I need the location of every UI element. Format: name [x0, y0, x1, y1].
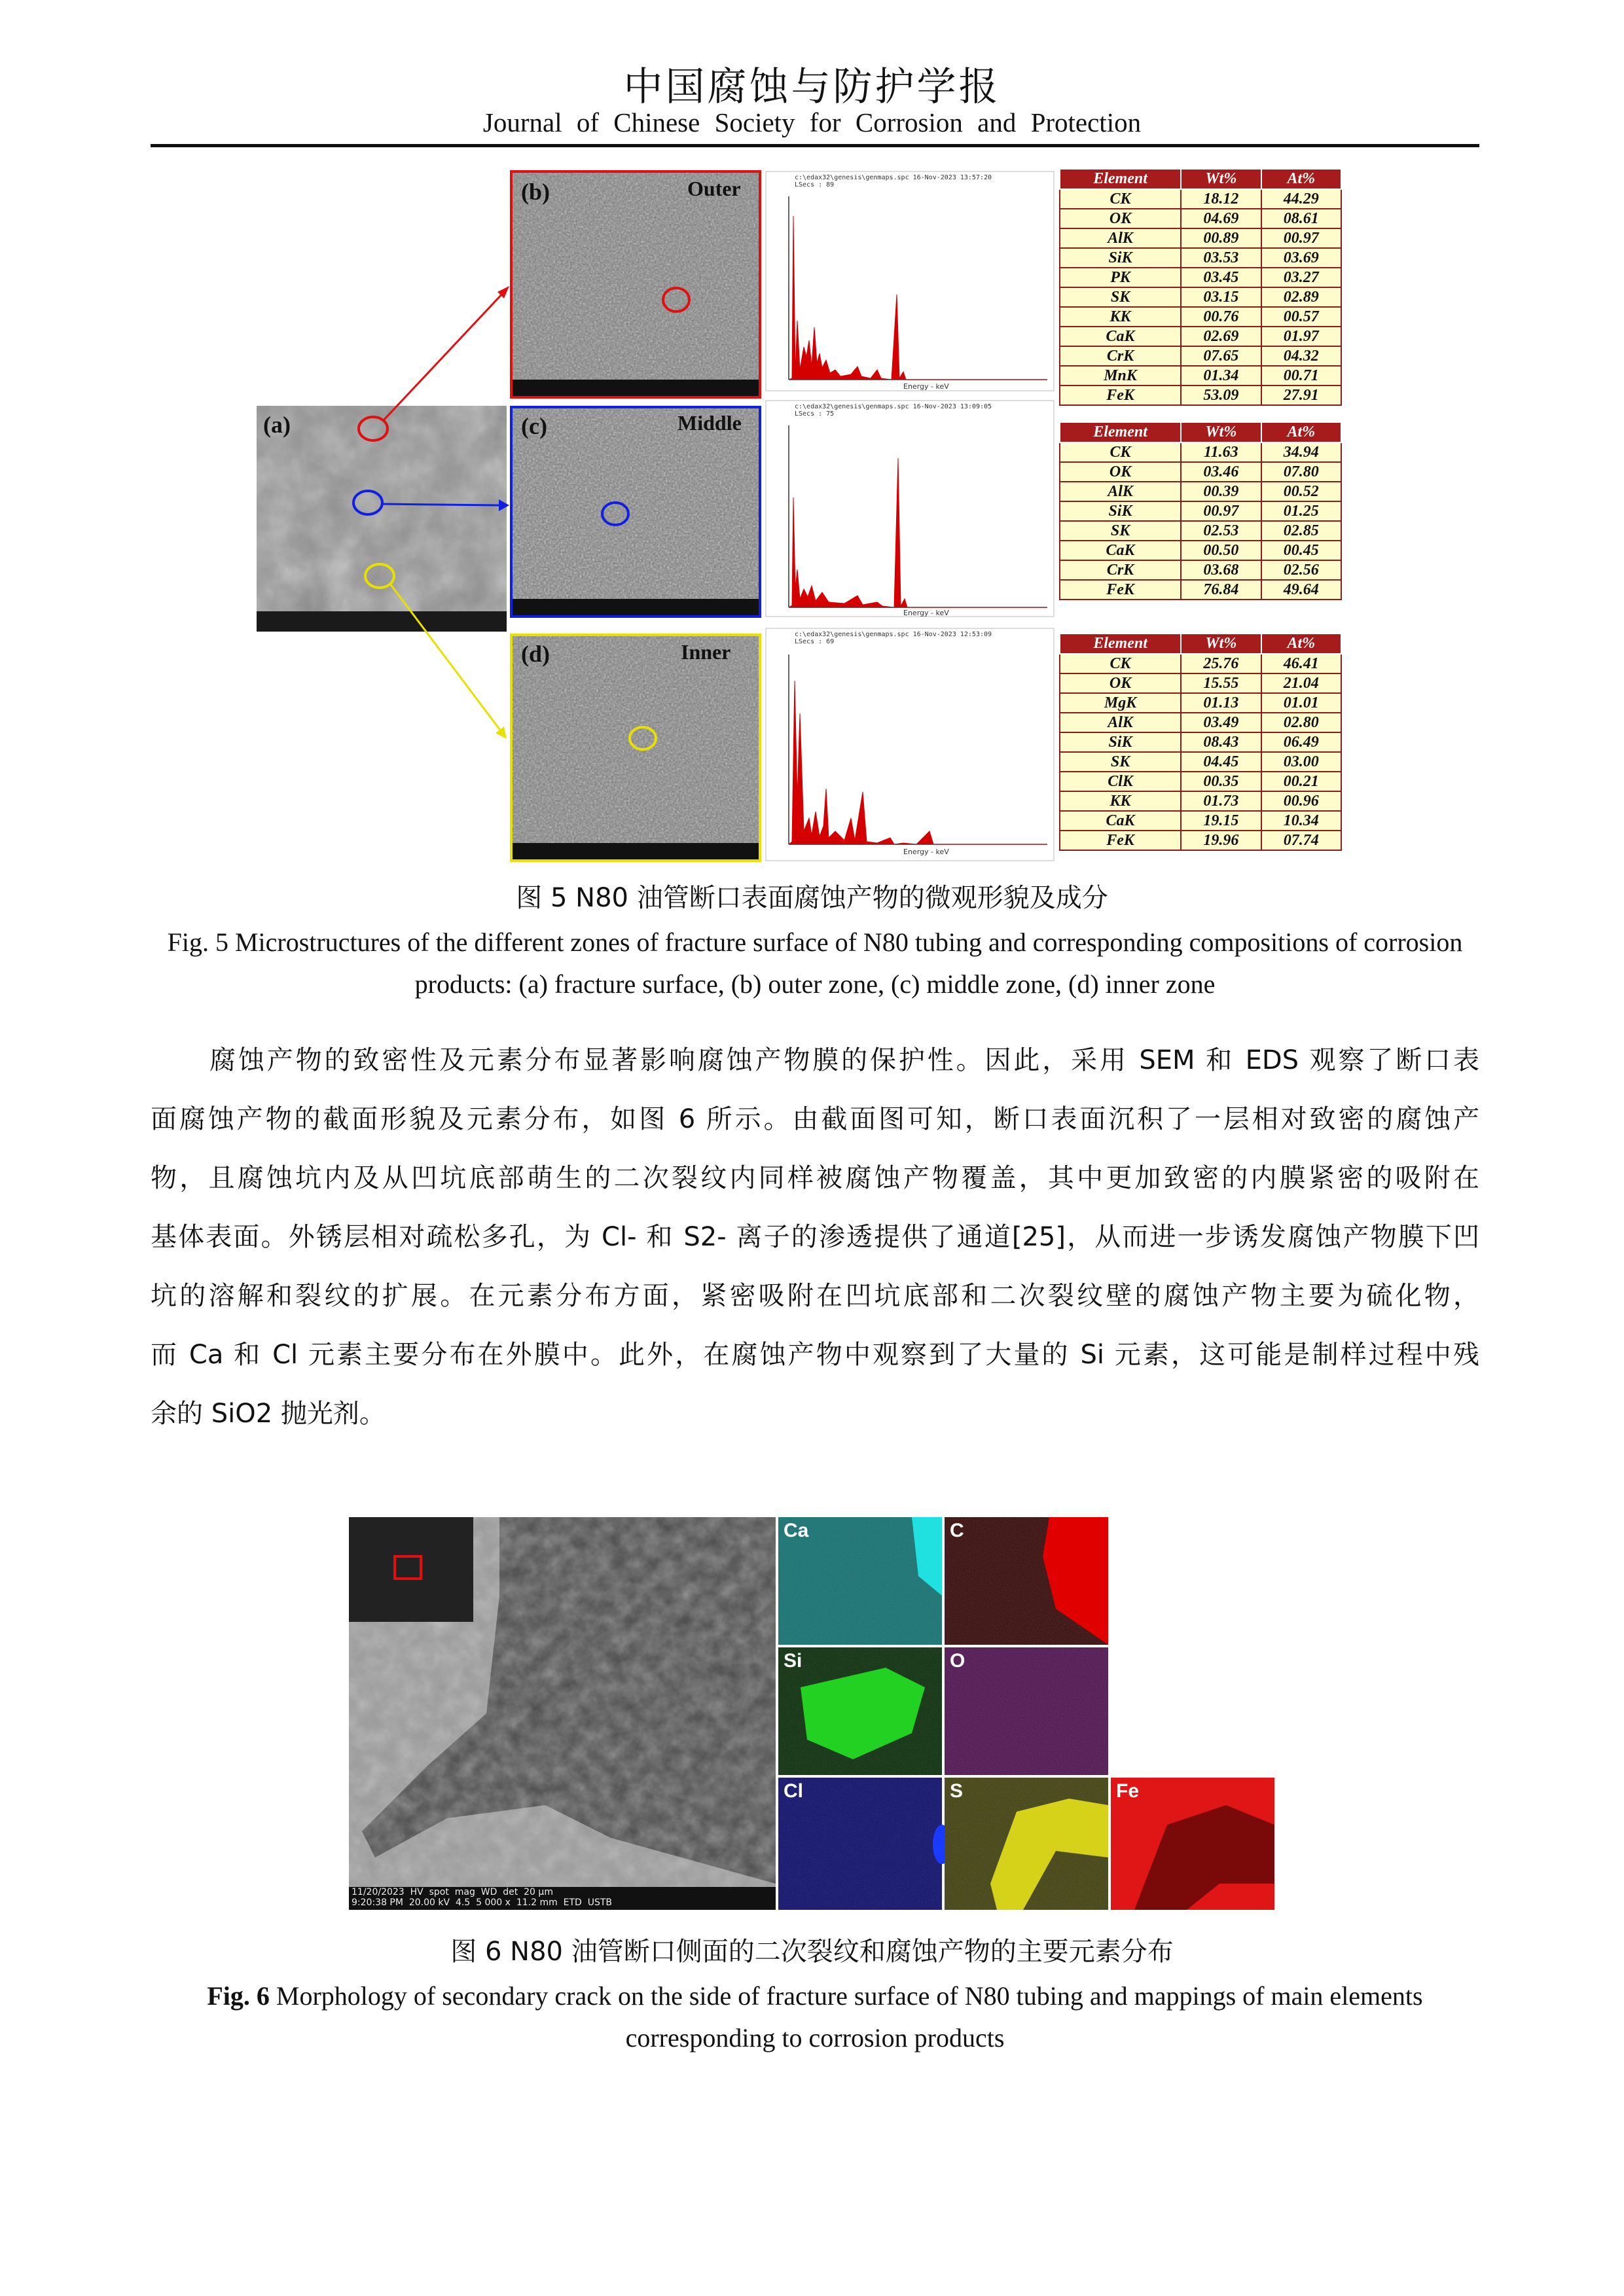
spectrum-header-middle: c:\edax32\genesis\genmaps.spc 16-Nov-2023 13:09:05 LSecs : 75 — [795, 403, 992, 418]
table-cell: 07.65 — [1181, 346, 1261, 366]
table-cell: 10.34 — [1261, 811, 1341, 831]
table-header-cell: Element — [1060, 422, 1181, 442]
figure-5-caption-cn: 图 5 N80 油管断口表面腐蚀产物的微观形貌及成分 — [516, 883, 1108, 913]
eds-spectrum-middle — [766, 401, 1054, 617]
table-cell: 03.49 — [1181, 713, 1261, 732]
table-cell: 00.89 — [1181, 228, 1261, 248]
element-map-si — [778, 1647, 942, 1775]
element-map-o — [945, 1647, 1108, 1775]
table-cell: OK — [1060, 462, 1181, 482]
table-row — [1060, 791, 1341, 811]
table-cell: ClK — [1060, 772, 1181, 791]
table-cell: CrK — [1060, 346, 1181, 366]
panel-label-c: (c) — [521, 413, 547, 439]
table-header-cell: Wt% — [1181, 169, 1261, 189]
table-cell: 04.32 — [1261, 346, 1341, 366]
body-line: 余的 SiO2 抛光剂。 — [151, 1399, 386, 1429]
table-row — [1060, 772, 1341, 791]
journal-title-en: Journal of Chinese Society for Corrosion and Protection — [482, 107, 1142, 137]
table-cell: 53.09 — [1181, 386, 1261, 405]
map-label-o: O — [950, 1650, 965, 1672]
table-cell: SK — [1060, 287, 1181, 307]
table-cell: 07.74 — [1261, 831, 1341, 850]
table-cell: 00.71 — [1261, 366, 1341, 386]
table-cell: SiK — [1060, 501, 1181, 521]
table-cell: 03.27 — [1261, 268, 1341, 287]
spectrum-axis-inner: Energy - keV — [903, 848, 949, 856]
table-cell: 01.73 — [1181, 791, 1261, 811]
table-row — [1060, 560, 1341, 580]
table-row — [1060, 209, 1341, 228]
figure-5-canvas — [0, 0, 1624, 870]
table-cell: 25.76 — [1181, 654, 1261, 673]
panel-label-b: (b) — [521, 179, 550, 205]
zone-label-outer: Outer — [687, 177, 741, 200]
map-label-ca: Ca — [784, 1520, 809, 1541]
table-cell: 08.61 — [1261, 209, 1341, 228]
table-cell: 49.64 — [1261, 580, 1341, 600]
table-row — [1060, 366, 1341, 386]
table-cell: 11.63 — [1181, 442, 1261, 462]
table-cell: 03.00 — [1261, 752, 1341, 772]
table-row — [1060, 189, 1341, 209]
table-cell: OK — [1060, 673, 1181, 693]
table-cell: 02.89 — [1261, 287, 1341, 307]
table-cell: SiK — [1060, 732, 1181, 752]
table-row — [1060, 521, 1341, 541]
table-row — [1060, 752, 1341, 772]
table-row — [1060, 732, 1341, 752]
table-cell: 00.50 — [1181, 541, 1261, 560]
table-cell: 02.80 — [1261, 713, 1341, 732]
table-cell: 08.43 — [1181, 732, 1261, 752]
table-cell: 03.15 — [1181, 287, 1261, 307]
table-header-cell: Element — [1060, 169, 1181, 189]
table-cell: 19.96 — [1181, 831, 1261, 850]
table-cell: 15.55 — [1181, 673, 1261, 693]
map-label-si: Si — [784, 1650, 803, 1672]
table-cell: 18.12 — [1181, 189, 1261, 209]
figure-5-caption-en: Fig. 5 Microstructures of the different zones of fracture surface of N80 tubing and corresponding compositions of corrosion products: (a) fracture surface, (b) outer zone, (c) middle zone, (d) inner zone — [167, 927, 1463, 999]
table-cell: PK — [1060, 268, 1181, 287]
zone-label-inner: Inner — [681, 640, 731, 664]
table-row — [1060, 307, 1341, 327]
figure-6-label: Fig. 6 — [207, 1981, 270, 2011]
table-cell: 00.97 — [1261, 228, 1341, 248]
table-cell: 02.85 — [1261, 521, 1341, 541]
table-cell: 44.29 — [1261, 189, 1341, 209]
body-line: 坑的溶解和裂纹的扩展。在元素分布方面，紧密吸附在凹坑底部和二次裂纹壁的腐蚀产物主要为硫化物， — [151, 1281, 1479, 1311]
table-row — [1060, 580, 1341, 600]
sem-databar: 11/20/2023 HV spot mag WD det 20 µm 9:20:38 PM 20.00 kV 4.5 5 000 x 11.2 mm ETD USTB — [352, 1887, 613, 1908]
table-cell: 04.69 — [1181, 209, 1261, 228]
body-line: 腐蚀产物的致密性及元素分布显著影响腐蚀产物膜的保护性。因此，采用 SEM 和 EDS 观察了断口表 — [209, 1045, 1479, 1075]
table-header-cell: Wt% — [1181, 422, 1261, 442]
map-label-fe: Fe — [1116, 1780, 1140, 1802]
panel-label-d: (d) — [521, 641, 550, 667]
table-cell: 03.68 — [1181, 560, 1261, 580]
map-label-c: C — [950, 1520, 964, 1541]
figure-6-caption-text: Morphology of secondary crack on the side of fracture surface of N80 tubing and mappings of main elements corresponding to corrosion products — [276, 1981, 1423, 2053]
table-cell: 06.49 — [1261, 732, 1341, 752]
table-cell: 00.57 — [1261, 307, 1341, 327]
table-cell: 04.45 — [1181, 752, 1261, 772]
table-cell: SK — [1060, 752, 1181, 772]
spectrum-axis-middle: Energy - keV — [903, 609, 949, 617]
table-row — [1060, 386, 1341, 405]
table-cell: 01.25 — [1261, 501, 1341, 521]
table-cell: 27.91 — [1261, 386, 1341, 405]
table-cell: 46.41 — [1261, 654, 1341, 673]
table-cell: 00.21 — [1261, 772, 1341, 791]
table-cell: CaK — [1060, 327, 1181, 346]
table-row — [1060, 327, 1341, 346]
table-cell: FeK — [1060, 580, 1181, 600]
table-row — [1060, 442, 1341, 462]
panel-label-a: (a) — [263, 412, 291, 438]
table-row — [1060, 811, 1341, 831]
table-header-cell: At% — [1261, 634, 1341, 654]
eds-spectrum-outer — [766, 171, 1054, 391]
table-row — [1060, 346, 1341, 366]
table-cell: 02.56 — [1261, 560, 1341, 580]
table-cell: 02.53 — [1181, 521, 1261, 541]
table-cell: KK — [1060, 307, 1181, 327]
table-cell: 07.80 — [1261, 462, 1341, 482]
table-cell: 03.53 — [1181, 248, 1261, 268]
spectrum-header-inner: c:\edax32\genesis\genmaps.spc 16-Nov-2023 12:53:09 LSecs : 69 — [795, 631, 992, 645]
table-row — [1060, 287, 1341, 307]
table-cell: 02.69 — [1181, 327, 1261, 346]
body-line: 物，且腐蚀坑内及从凹坑底部萌生的二次裂纹内同样被腐蚀产物覆盖，其中更加致密的内膜紧密的吸附在 — [151, 1163, 1479, 1193]
body-line: 基体表面。外锈层相对疏松多孔，为 Cl- 和 S2- 离子的渗透提供了通道[25]，从而进一步诱发腐蚀产物膜下凹 — [151, 1222, 1479, 1252]
figure-6-canvas — [349, 1517, 1278, 1910]
table-cell: AlK — [1060, 713, 1181, 732]
element-map-s — [945, 1778, 1108, 1910]
eds-table-middle — [1059, 422, 1342, 600]
journal-title-cn: 中国腐蚀与防护学报 — [623, 64, 1001, 110]
figure-6-caption-en — [151, 1975, 1479, 2059]
table-row — [1060, 482, 1341, 501]
table-row — [1060, 228, 1341, 248]
spectrum-axis-outer: Energy - keV — [903, 382, 949, 391]
table-cell: CK — [1060, 189, 1181, 209]
table-cell: MgK — [1060, 693, 1181, 713]
table-cell: 03.69 — [1261, 248, 1341, 268]
map-label-s: S — [950, 1780, 964, 1802]
table-cell: CK — [1060, 442, 1181, 462]
table-cell: 00.96 — [1261, 791, 1341, 811]
table-cell: 00.76 — [1181, 307, 1261, 327]
table-cell: 01.13 — [1181, 693, 1261, 713]
eds-spectrum-inner — [766, 628, 1054, 861]
table-row — [1060, 673, 1341, 693]
table-header-cell: Element — [1060, 634, 1181, 654]
body-line: 面腐蚀产物的截面形貌及元素分布，如图 6 所示。由截面图可知，断口表面沉积了一层相对致密的腐蚀产 — [151, 1104, 1479, 1134]
spectrum-header-outer: c:\edax32\genesis\genmaps.spc 16-Nov-2023 13:57:20 LSecs : 89 — [795, 174, 992, 188]
table-cell: 01.34 — [1181, 366, 1261, 386]
table-cell: 00.52 — [1261, 482, 1341, 501]
table-cell: OK — [1060, 209, 1181, 228]
figure-5 — [0, 0, 1624, 870]
map-label-cl: Cl — [784, 1780, 803, 1802]
table-cell: 19.15 — [1181, 811, 1261, 831]
element-map-cl — [778, 1778, 951, 1910]
eds-table-outer — [1059, 168, 1342, 406]
zone-label-middle: Middle — [677, 411, 742, 435]
table-cell: 00.97 — [1181, 501, 1261, 521]
table-cell: 00.35 — [1181, 772, 1261, 791]
table-row — [1060, 462, 1341, 482]
table-cell: SiK — [1060, 248, 1181, 268]
table-row — [1060, 713, 1341, 732]
table-cell: 03.46 — [1181, 462, 1261, 482]
table-cell: 76.84 — [1181, 580, 1261, 600]
figure-6 — [349, 1517, 1278, 1910]
body-line: 而 Ca 和 Cl 元素主要分布在外膜中。此外，在腐蚀产物中观察到了大量的 Si 元素，这可能是制样过程中残 — [151, 1340, 1479, 1370]
table-cell: FeK — [1060, 386, 1181, 405]
table-row — [1060, 268, 1341, 287]
table-cell: 03.45 — [1181, 268, 1261, 287]
table-row — [1060, 831, 1341, 850]
table-cell: KK — [1060, 791, 1181, 811]
table-cell: 01.01 — [1261, 693, 1341, 713]
table-cell: FeK — [1060, 831, 1181, 850]
figure-6-caption-cn: 图 6 N80 油管断口侧面的二次裂纹和腐蚀产物的主要元素分布 — [450, 1937, 1174, 1967]
table-header-cell: At% — [1261, 422, 1341, 442]
table-row — [1060, 693, 1341, 713]
table-header-cell: At% — [1261, 169, 1341, 189]
table-cell: 00.39 — [1181, 482, 1261, 501]
table-cell: 34.94 — [1261, 442, 1341, 462]
table-cell: MnK — [1060, 366, 1181, 386]
eds-table-inner — [1059, 633, 1342, 851]
table-cell: CK — [1060, 654, 1181, 673]
table-cell: CrK — [1060, 560, 1181, 580]
table-cell: 00.45 — [1261, 541, 1341, 560]
table-cell: CaK — [1060, 541, 1181, 560]
table-cell: 21.04 — [1261, 673, 1341, 693]
table-row — [1060, 501, 1341, 521]
table-row — [1060, 248, 1341, 268]
table-cell: AlK — [1060, 482, 1181, 501]
table-row — [1060, 654, 1341, 673]
table-cell: AlK — [1060, 228, 1181, 248]
element-map-c — [945, 1517, 1108, 1645]
table-row — [1060, 541, 1341, 560]
table-cell: CaK — [1060, 811, 1181, 831]
table-cell: 01.97 — [1261, 327, 1341, 346]
table-cell: SK — [1060, 521, 1181, 541]
table-header-cell: Wt% — [1181, 634, 1261, 654]
